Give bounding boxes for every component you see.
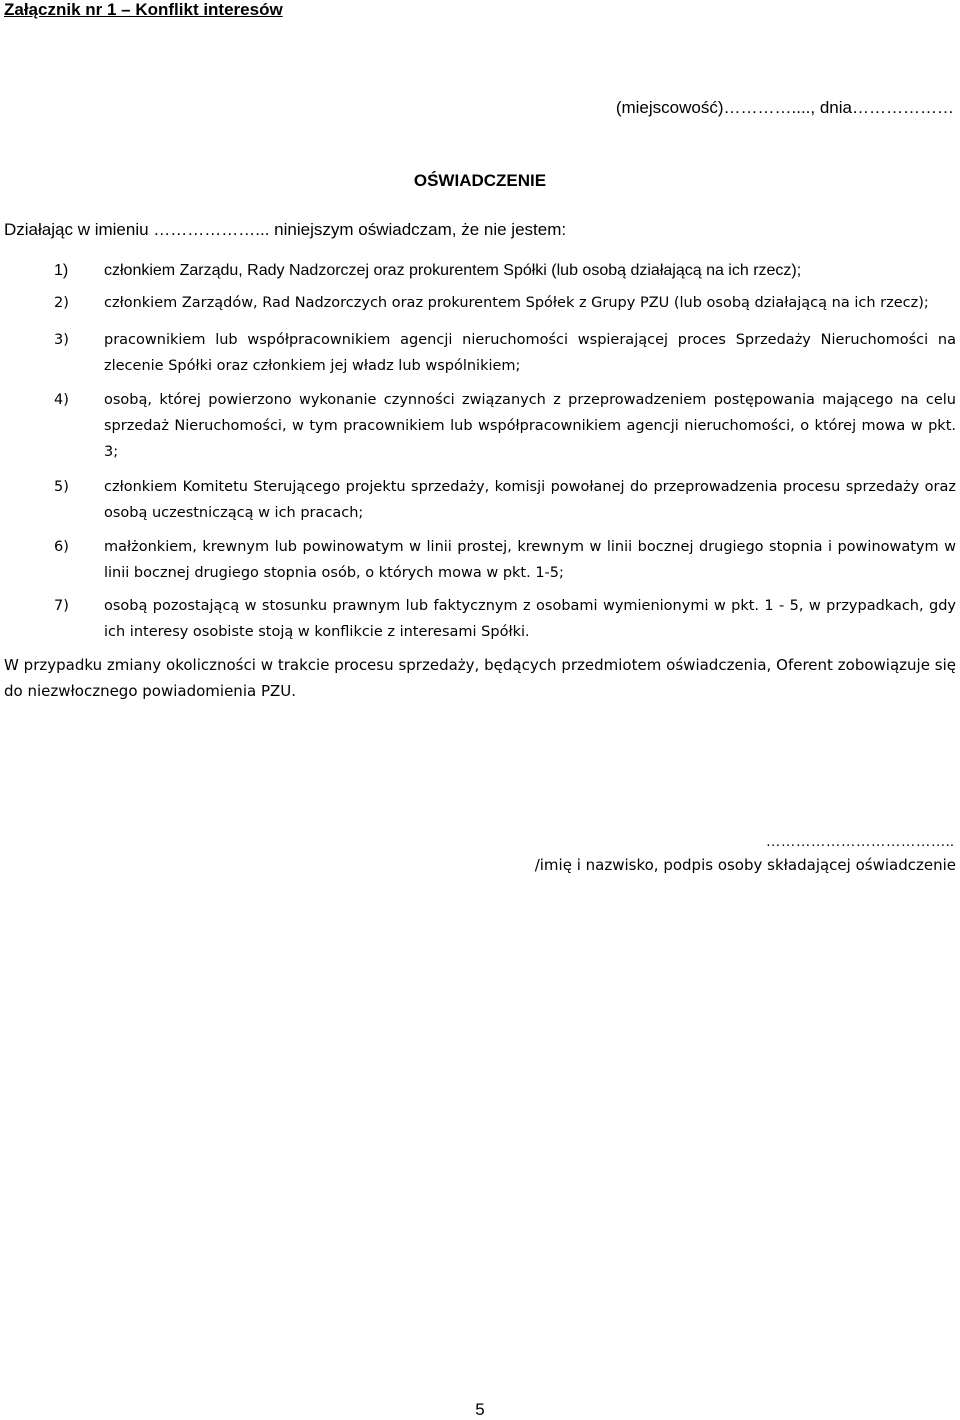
list-item: [4, 534, 956, 586]
signature-caption: /imię i nazwisko, podpis osoby składającej oświadczenie: [534, 856, 956, 874]
list-item-number: 4): [54, 392, 69, 408]
list-item: [4, 290, 956, 316]
list-item-text: osobą, której powierzono wykonanie czynności związanych z przeprowadzeniem postępowania mającego na celu sprzedaż Nieruchomości, w tym pracownikiem lub współpracownikiem agencji nieruchomości, o której mowa w pkt. 3;: [104, 392, 956, 460]
list-item-text: osobą pozostającą w stosunku prawnym lub faktycznym z osobami wymienionymi w pkt. 1 - 5, w przypadkach, gdy ich interesy osobiste stoją w konflikcie z interesami Spółki.: [104, 598, 956, 640]
document-heading: Załącznik nr 1 – Konflikt interesów: [4, 0, 283, 19]
list-item-number: 5): [54, 479, 69, 495]
list-item-text: członkiem Zarządów, Rad Nadzorczych oraz prokurentem Spółek z Grupy PZU (lub osobą działającą na ich rzecz);: [104, 295, 929, 311]
list-item-text: pracownikiem lub współpracownikiem agencji nieruchomości wspierającej proces Sprzedaży Nieruchomości na zlecenie Spółki oraz członkiem jej władz lub wspólnikiem;: [104, 332, 956, 374]
list-item-text: członkiem Zarządu, Rady Nadzorczej oraz prokurentem Spółki (lub osobą działającą na ich rzecz);: [104, 262, 802, 279]
list-item: [4, 387, 956, 465]
list-item: [4, 593, 956, 645]
list-item-text: małżonkiem, krewnym lub powinowatym w linii prostej, krewnym w linii bocznej drugiego stopnia i powinowatym w linii bocznej drugiego stopnia osób, o których mowa w pkt. 1-5;: [104, 539, 956, 581]
place-date-line: (miejscowość)…………...., dnia………………: [615, 98, 954, 117]
list-item: [4, 474, 956, 526]
document-title: OŚWIADCZENIE: [413, 171, 547, 190]
list-item-number: 7): [54, 598, 69, 614]
page-number: 5: [475, 1400, 485, 1419]
list-item-number: 1): [54, 262, 69, 279]
list-item-number: 3): [54, 332, 69, 348]
signature-line: ………………………………..: [765, 833, 954, 850]
list-item: [4, 258, 956, 284]
intro-statement: Działając w imieniu ………………... niniejszym oświadczam, że nie jestem:: [4, 220, 567, 239]
list-item-number: 6): [54, 539, 69, 555]
list-item: [4, 327, 956, 379]
list-item-text: członkiem Komitetu Sterującego projektu sprzedaży, komisji powołanej do przeprowadzenia procesu sprzedaży oraz osobą uczestniczącą w ich pracach;: [104, 479, 956, 521]
list-item-number: 2): [54, 295, 69, 311]
closing-paragraph: W przypadku zmiany okoliczności w trakcie procesu sprzedaży, będących przedmiotem oświadczenia, Oferent zobowiązuje się do niezwłocznego powiadomienia PZU.: [4, 656, 956, 700]
